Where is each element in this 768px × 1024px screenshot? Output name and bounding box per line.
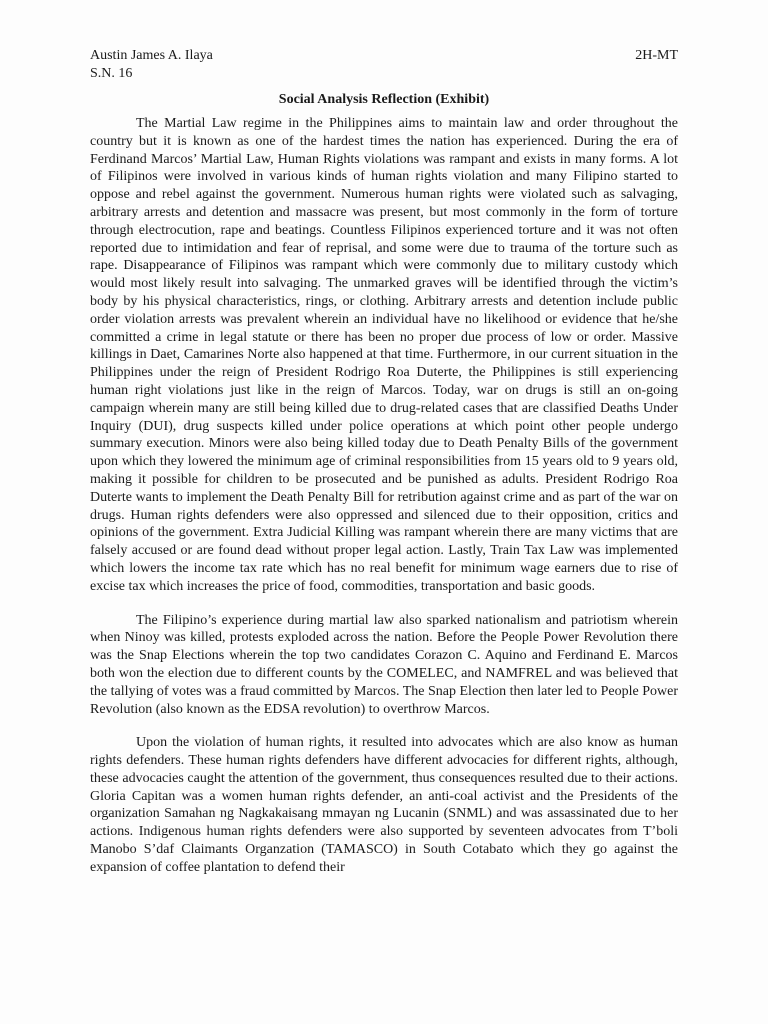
student-number: S.N. 16 bbox=[90, 66, 133, 81]
paragraph-3: Upon the violation of human rights, it resulted into advocates which are also know as human rights defenders. These human rights defenders have different advocacies for different rights, although, these advocacies caught the attention of the government, thus consequences resulted due to their actions. Gloria Capitan was a women human rights defender, an anti-coal activist and the Presidents of the organization Samahan ng Nagkakaisang mmayan ng Lucanin (SNML) and was assassinated due to her actions. Indigenous human rights defenders were also supported by seventeen advocates from T’boli Manobo S’daf Claimants Organzation (TAMASCO) in South Cotabato which they go against the expansion of coffee plantation to defend their bbox=[90, 735, 678, 875]
paragraph-2: The Filipino’s experience during martial law also sparked nationalism and patriotism wherein when Ninoy was killed, protests exploded across the nation. Before the People Power Revolution there was the Snap Elections wherein the top two candidates Corazon C. Aquino and Ferdinand E. Marcos both won the election due to different counts by the COMELEC, and NAMFREL and was believed that the tallying of votes was a fraud committed by Marcos. The Snap Election then later led to People Power Revolution (also known as the EDSA revolution) to overthrow Marcos. bbox=[90, 612, 678, 717]
header-row bbox=[90, 47, 678, 65]
document-title: Social Analysis Reflection (Exhibit) bbox=[278, 92, 490, 107]
author-name: Austin James A. Ilaya bbox=[90, 48, 213, 63]
section-code: 2H-MT bbox=[635, 48, 678, 63]
paragraph-1: The Martial Law regime in the Philippines aims to maintain law and order throughout the country but it is known as one of the hardest times the nation has experienced. During the era of Ferdinand Marcos’ Martial Law, Human Rights violations was rampant and exists in many forms. A lot of Filipinos were involved in various kinds of human rights violation and many Filipino started to oppose and rebel against the government. Numerous human rights were violated such as salvaging, arbitrary arrests and detention and massacre was present, but most commonly in the form of torture through electrocution, rape and beatings. Countless Filipinos experienced torture and it was not often reported due to intimidation and fear of reprisal, and some were due to trauma of the torture such as rape. Disappearance of Filipinos was rampant which were commonly due to military custody which would most likely result into salvaging. The unmarked graves will be identified through the victim’s body by his physical characteristics, rings, or clothing. Arbitrary arrests and detention include public order violation arrests was prevalent wherein an individual have no likelihood or evidence that he/she committed a crime in legal statute or there has been no proper due process of low or order. Massive killings in Daet, Camarines Norte also happened at that time. Furthermore, in our current situation in the Philippines under the reign of President Rodrigo Roa Duterte, the Philippines is still experiencing human right violations just like in the reign of Marcos. Today, war on drugs is still an on-going campaign wherein many are still being killed due to drug-related cases that are classified Deaths Under Inquiry (DUI), drug suspects killed under police operations at which point other people undergo summary execution. Minors were also being killed today due to Death Penalty Bills of the government upon which they lowered the minimum age of criminal responsibilities from 15 years old to 9 years old, making it possible for children to be prosecuted and be punished as adults. President Rodrigo Roa Duterte wants to implement the Death Penalty Bill for retribution against crime and as part of the war on drugs. Human rights defenders were also oppressed and silenced due to their opposition, critics and opinions of the government. Extra Judicial Killing was rampant wherein there are many victims that are falsely accused or are found dead without proper legal action. Lastly, Train Tax Law was implemented which lowers the income tax rate which has no real benefit for minimum wage earners due to rise of excise tax which increases the price of food, commodities, transportation and basic goods. bbox=[90, 116, 678, 594]
